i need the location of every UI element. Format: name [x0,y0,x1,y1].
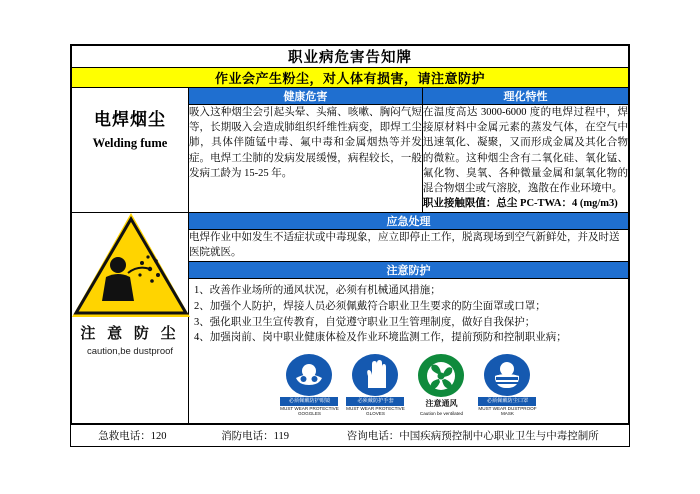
substance-header-spacer [72,88,189,105]
header-emergency: 应急处理 [189,213,628,230]
ppe-ventilation-label-cn: 注意通风 [425,399,458,409]
respirator-icon [484,354,530,396]
protection-item: 3、强化职业卫生宣传教育，自觉遵守职业卫生管理制度，做好自我保护； [193,316,536,328]
emergency-protection-cell [188,212,628,424]
gloves-icon [352,354,398,396]
warning-triangle-icon [72,213,190,317]
protection-list [189,279,628,348]
emergency-text-row [189,229,628,262]
ppe-gloves-label-en: MUST WEAR PROTECTIVE GLOVES [346,406,405,417]
header-physical-chemical: 理化特性 [422,88,628,105]
ppe-goggles-label-en: MUST WEAR PROTECTIVE GOGGLES [280,406,339,417]
dust-person-icon [98,253,164,307]
substance-name-cn: 电焊烟尘 [93,109,166,129]
ppe-goggles-label-cn: 必须佩戴防护眼镜 [280,397,338,406]
protection-header-row [189,262,628,279]
bottom-row [72,212,629,424]
ppe-icon-row [189,348,628,423]
board-table [71,45,629,424]
emergency-phone: 急救电话：120 [98,431,167,443]
protection-text-row [189,279,628,424]
ppe-goggles [278,354,340,416]
physical-chemical-paragraph: 在温度高达 3000-6000 度的电焊过程中，焊接原材料中金属元素的蒸发气体，在空气中迅速氧化、凝聚，又而形成金属及其化合物的微粒。这种烟尘含有二氧化硅、氧化锰、氟化物、臭氧、各种微量金属和氯氧化物的混合物烟尘或气溶胶，逸散在作业环境中。 [422,107,628,195]
dust-caution-en: caution,be dustproof [86,345,174,357]
dust-warning-sign-cell [72,212,189,424]
ppe-ventilation-label-en: Caution be ventilated [419,411,464,417]
warning-banner: 作业会产生粉尘，对人体有损害，请注意防护 [72,68,629,88]
title-row [72,46,629,68]
warning-row [72,68,629,88]
substance-name-en: Welding fume [92,135,168,150]
substance-name-cell [72,105,189,213]
hazard-notice-board [70,44,630,447]
ppe-gloves-label-cn: 必须戴防护手套 [346,397,404,406]
emergency-header-row [189,213,628,230]
protection-item: 1、改善作业场所的通风状况，必须有机械通风措施； [193,285,441,297]
protection-item: 4、加强岗前、岗中职业健康体检及作业环境监测工作，提前预防和控制职业病； [193,332,567,344]
fire-phone: 消防电话：119 [221,431,290,443]
ventilation-icon [418,354,464,397]
health-hazard-paragraph: 吸入这种烟尘会引起头晕、头痛、咳嗽、胸闷气短等，长期吸入会造成肺组织纤维性病变，即焊工尘肺，具体伴随锰中毒、氟中毒和金属烟热等并发症。电焊工尘肺的发病发展缓慢，病程较长，一般发病工龄为 15-25 年。 [188,107,422,179]
column-header-row [72,88,629,105]
footer-row [71,424,629,446]
exposure-limit: 职业接触限值：总尘 PC-TWA：4 (mg/m3) [422,198,618,210]
dust-caution-cn: 注 意 防 尘 [80,325,180,342]
content-row [72,105,629,213]
ppe-ventilation [410,354,472,416]
ppe-respirator-label-en: MUST WEAR DUSTPROOF MASK [478,406,537,417]
consult-phone: 咨询电话：中国疾病预控制中心职业卫生与中毒控制所 [346,431,599,443]
ppe-respirator-label-cn: 必须佩戴防尘口罩 [478,397,536,406]
protection-cell [189,279,628,424]
health-hazard-text [188,105,422,213]
physical-chemical-cell [422,105,628,213]
emergency-text: 电焊作业中如发生不适症状或中毒现象，应立即停止工作，脱离现场到空气新鲜处，并及时送医院就医。 [189,229,628,262]
page-title: 职业病危害告知牌 [72,46,629,68]
header-health-hazard: 健康危害 [188,88,422,105]
ppe-respirator [476,354,538,416]
header-protection: 注意防护 [189,262,628,279]
goggles-icon [286,354,332,396]
ppe-gloves [344,354,406,416]
protection-item: 2、加强个人防护，焊接人员必须佩戴符合职业卫生要求的防尘面罩或口罩； [193,300,546,312]
